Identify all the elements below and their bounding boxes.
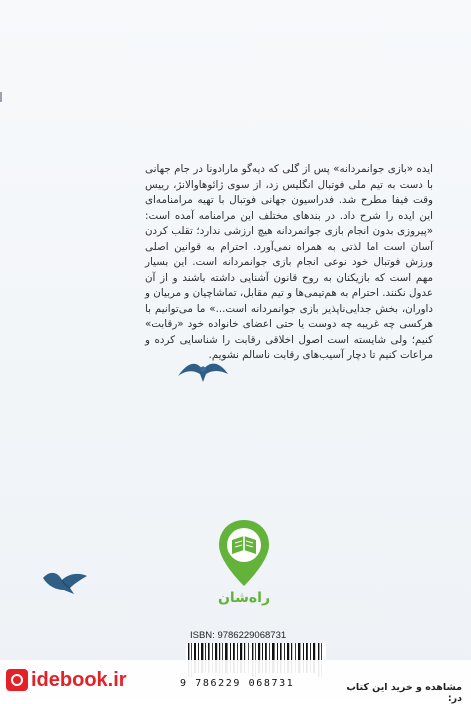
idebook-logo-link[interactable]: [6, 666, 127, 694]
barcode-digits: 9 786229 068731: [180, 678, 295, 689]
edge-mark: [0, 92, 2, 102]
isbn-label: ISBN: 9786229068731: [190, 630, 287, 641]
site-name: idebook: [31, 668, 108, 691]
pigeon-icon: [40, 566, 90, 596]
back-cover-blurb: ایده «بازی جوانمردانه» پس از گلی که دیه‌گو مارادونا در جام جهانی با دست به تیم ملی فوتبال انگلیس زد، از سوی ژائوهاوالانژ، رییس وقت فیفا مطرح شد. فدراسیون جهانی فوتبال با تهیه مرامنامه‌ای این ایده را شرح داد. در بندهای مختلف این مرامنامه آمده است: «پیروزی بدون انجام بازی جوانمردانه هیچ ارزشی ندارد؛ تقلب کردن آسان است اما لذتی به همراه نمی‌آورد. احترام به قوانین اصلی ورزش فوتبال خود نوعی انجام بازی جوانمردانه است. این بسیار مهم است که بازیکنان به روح قانون آشنایی داشته باشند و از آن عدول نکنند. احترام به هم‌تیمی‌ها و تیم مقابل، تماشاچیان و مربیان و داوران، بخش جدایی‌ناپذیر بازی جوانمردانه است...» ما می‌توانیم با هرکسی چه غریبه چه دوست یا حتی اعضای خانواده خود «رقابت» کنیم؛ ولی شایسته است اصول اخلاقی رقابت را شناسایی کرده و مراعات کنیم تا دچار آسیب‌های رقابت ناسالم نشویم.: [145, 163, 433, 362]
site-tld: .ir: [107, 668, 127, 691]
footer-caption: مشاهده و خرید این کتاب در:: [346, 682, 462, 704]
publisher-logo: [212, 518, 276, 614]
map-pin-book-icon: [216, 518, 272, 588]
idebook-icon: [6, 669, 28, 691]
pigeon-icon: [176, 356, 230, 384]
publisher-name: راه‌شان: [217, 590, 271, 606]
